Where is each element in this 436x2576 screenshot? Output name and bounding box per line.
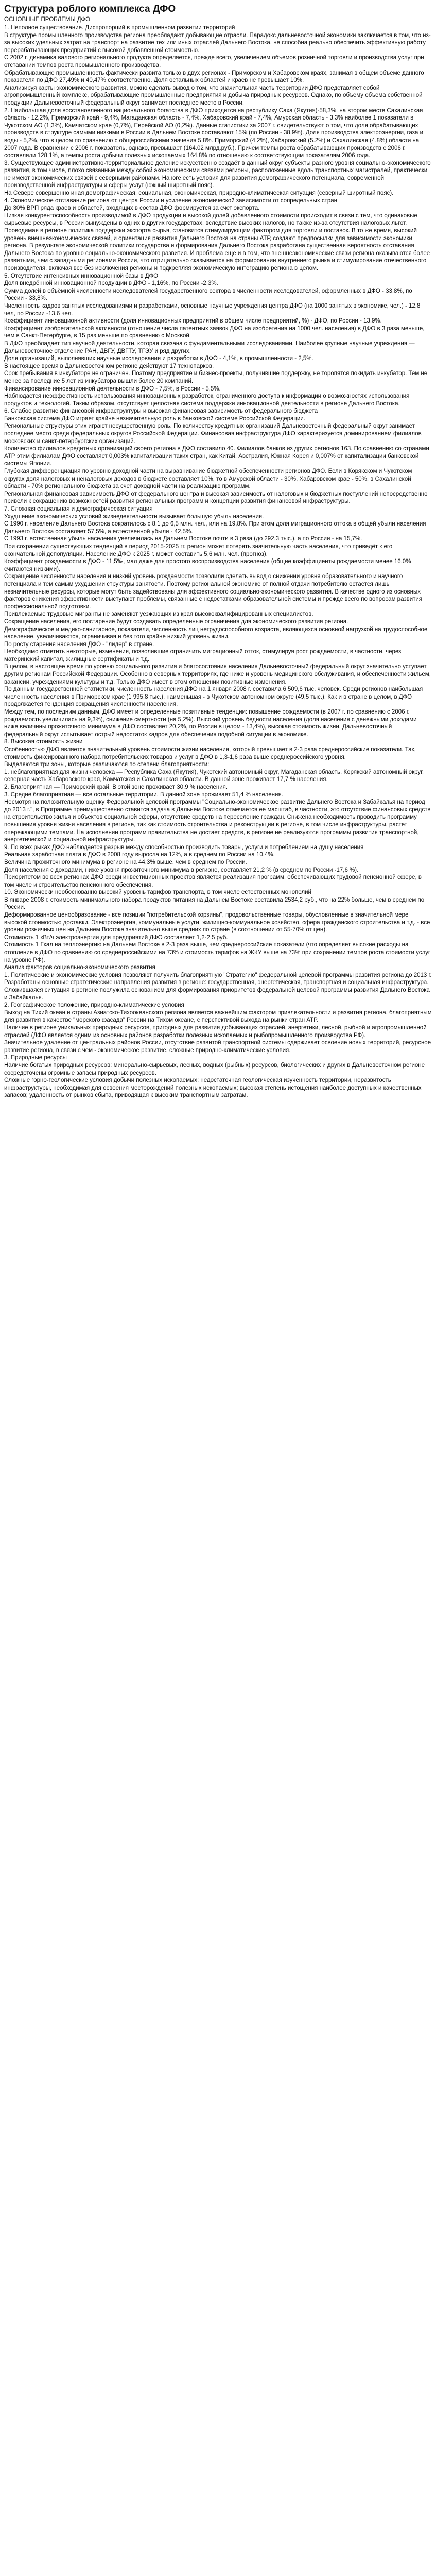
paragraph: 8. Высокая стоимость жизни Особенностью ДФО является значительный уровень стоимости жизни населения, который превышает в 2-3 раза среднероссийские показатели. Так, стоимость фиксированного набора потребительских товаров и услуг в ДФО в 1,3-1,6 раза выше среднероссийского уровня. Выделяются три зоны, которые различаются по степени благоприятности: 1. неблагоприятная для жизни человека — Республика Саха (Якутия), Чукотский автономный округ, Магаданская область, Корякский автономный округ, северная часть Хабаровского края, Камчатская и Сахалинская области. В данной зоне проживает 17,7 % населения. 2. Благоприятная — Приморский край. В этой зоне проживает 30,9 % населения. 3. Средне благоприятная — все остальные территории. В данной зоне проживает 51,4 % населения. xyxy=(4,739,424,798)
paragraph: 7. Сложная социальная и демографическая ситуация Ухудшение экономических условий жизнедеятельности вызывает большую убыль населения. С 1990 г. население Дальнего Востока сократилось с 8,1 до 6,5 млн. чел., или на 19,8%. При этом доля миграционного оттока в общей убыли населения Дальнего Востока составляет 57,5%, а естественной убыли - 42,5%. С 1993 г. естественная убыль населения увеличилась на Дальнем Востоке почти в 3 раза (до 292,3 тыс.), а по России - на 15,7%. При сохранении существующих тенденций в период 2015-2025 гг. регион может потерять значительную часть населения, что приведёт к его окончательной депопуляции. Население ДФО к 2025 г. может составить 5,6 млн. чел. (прогноз). Коэффициент рождаемости в ДФО - 11,5‰, мал даже для простого воспроизводства населения (общие коэффициенты рождаемости менее 16,0% считаются низкими). Сокращение численности населения и низкий уровень рождаемости позволили сделать вывод о снижении уровня образовательного и научного потенциала и тем самым ухудшении структуры занятости. Поэтому региональной экономике от полной отдачи потребителю остается лишь незначительные ресурсы, которые могут быть задействованы для эффективного социально-экономического развития. В качестве одного из основных факторов снижения эффективности выступают проблемы, связанные с недостатками образовательной системы и прежде всего по вопросам развития профессиональной подготовки. Привлекаемые трудовые мигранты не заменяют уезжающих из края высококвалифицированных специалистов. Сокращение населения, его постарение будут создавать определенные ограничения для экономического развития региона. Демографическое и медико-санитарное, показатели, численность лиц нетрудоспособного возраста, являющихся основной нагрузкой на трудоспособное население, увеличиваются, ограничивая и без того крайне низкий уровень жизни. По росту старения населения ДФО - "лидер" в стране. Необходимо отметить некоторые, изменения, позволившие ограничить миграционный отток, стимулируя рост рождаемости, в частности, через материнский капитал, жилищные сертификаты и т.д. В целом, в настоящее время по уровню социального развития и благосостояния населения Дальневосточный федеральный округ значительно уступает другим регионам Российской Федерации. Особенно в северных территориях, где ниже и уровень медицинского обслуживания, и обеспеченности жильем, вакансии, учреждениями культуры и т.д. Только ДФО имеет в этом отношении позитивные изменения. По данным государственной статистики, численность населения ДФО на 1 января 2008 г. составила 6 509,6 тыс. человек. Среди регионов наибольшая численность населения в Приморском крае (1 995,8 тыс.), наименьшая - в Чукотском автономном округе (49,5 тыс.). Как и в стране в целом, в ДФО продолжается тенденция сокращения численности населения. Между тем, по последним данным, ДФО имеет и определенные позитивные тенденции: повышение рождаемости (в 2007 г. по сравнению с 2006 г. рождаемость увеличилась на 9,3%), снижение смертности (на 5,2%). Высокий уровень бедности населения (доля населения с денежными доходами ниже величины прожиточного минимума в ДФО составляет 20,2%, по России в целом - 13,4%), высокая стоимость жизни. Дальневосточный федеральный округ испытывает острый недостаток кадров для обеспечения подобной ситуации в экономике. xyxy=(4,506,431,738)
paragraph: 1. Политические и экономические условия позволяют получить благоприятную "Стратегию" федеральной целевой программы развития региона до 2013 г. Разработаны основные стратегические направления развития в регионе: государственная, энергетическая, транспортная и социальная инфраструктура. Сложившаяся ситуация в регионе послужила основанием для формирования приоритетов федеральной целевой программы развития Дальнего Востока и Забайкалья. xyxy=(4,972,432,1001)
document-title: Структура роблого комплекса ДФО xyxy=(4,4,176,14)
paragraph: 10. Экономически необоснованно высокий уровень тарифов транспорта, в том числе естественных монополий В январе 2008 г. стоимость минимального набора продуктов питания на Дальнем Востоке составила 2534,2 руб., что на 22% больше, чем в среднем по России. Деформированное ценообразование - все позиции "потребительской корзины", продовольственные товары, обусловленные в значительной мере высокой стоимостью доставки. Электроэнергия, коммунальные услуги, жилищно-коммунальное хозяйство, сфера гражданского строительства и т.д. - все уровни розничных цен на Дальнем Востоке значительно выше средних по стране (в соотношении от 55-70% от цен). Стоимость 1 кВт/ч электроэнергии для предприятий ДФО составляет 1,2-2,5 руб. Стоимость 1 Гкал на теплоэнергию на Дальнем Востоке в 2-3 раза выше, чем среднероссийские показатели (что определяет высокие расходы на отопление в ДФО по сравнению со среднероссийскими на 73% и стоимость тарифов на ЖКУ выше на 73% при сохранении темпов роста стоимости услуг на уровне РФ). xyxy=(4,889,431,963)
document xyxy=(0,0,436,1106)
document-subtitle: ОСНОВНЫЕ ПРОБЛЕМЫ ДФО xyxy=(4,16,91,23)
paragraph: Несмотря на положительную оценку Федеральной целевой программы "Социально-экономическое развитие Дальнего Востока и Забайкалья на период до 2013 г.", в Программе преимущественно ставится задача в Дальнем Востоке отмечается ее масштаб, в частности, это отсутствие финансовых средств на строительство жилья и объектов социальной сферы, отсутствие средств на переселение граждан. Снижена необходимость проводить программу повышения уровня жизни населения в регионе, так как стоимость строительства и реконструкции в регионе, в том числе инфраструктуры, растет опережающими темпами. На исполнении программ правительства не достает средств, в регионе не реализуются программы развития транспортной, энергетической и социальной инфраструктуры. xyxy=(4,799,431,843)
paragraph: 2. Наибольшая доля восстановленного национального богатства в ДФО приходится на республику Саха (Якутия)-58,3%, на втором месте Сахалинская область - 12,2%, Приморский край - 9,4%, Магаданская область - 7,4%, Хабаровский край - 7,4%, Амурская область - 3,3% наиболее 1 показатели в Чукотском АО (1,3%), Камчатском крае (0,7%), Еврейской АО (0,2%). Данные статистики за 2007 г. свидетельствуют о том, что доля обрабатывающих производств в структуре самыми низкими в России в Дальнем Востоке составляют 15% (по России - 38,9%). Доля производства электроэнергии, газа и воды - 5,2%, что в целом по сравнению с общероссийскими значения 5,8%. Приморский (4.2%), Хабаровский (5.2%) и Сахалинская (4.8%) области на 2007 года. В сравнении с 2006 г. показатель, однако, превышает (164.02 млрд.руб.). Причем темпы роста обрабатывающих производств с 2006 г. составляли 128,1%, а темпы роста добычи полезных ископаемых 164,8% по отношению к соответствующим показателям 2006 года. xyxy=(4,107,423,159)
paragraph: 9. По всех рыках ДФО наблюдается разрыв между способностью производить товары, услуги и потреблением на душу населения Реальная заработная плата в ДФО в 2008 году выросла на 12%, а в среднем по России на 10,4%. Величина прожиточного минимума в регионе на 44,3% выше, чем в среднем по России. Доля населения с доходами, ниже уровня прожиточного минимума в регионе, составляет 21,2 % (в среднем по России -17,6 %). Приоритетом во всех регионах ДФО среди инвестиционных проектов является реализация программ, обеспечивающих трудовой пенсионной сфере, в том числе и строительство пенсионного обеспечения. xyxy=(4,844,422,888)
paragraph: 6. Слабое развитие финансовой инфраструктуры и высокая финансовая зависимость от федерального бюджета Банковская система ДФО играет крайне незначительную роль в банковской системе Российской Федерации. Региональные структуры этих играют несущественную роль. По количеству кредитных организаций Дальневосточный федеральный округ занимает последнее место среди федеральных округов Российской Федерации. Финансовая инфраструктура ДФО характеризуется доминированием филиалов московских и санкт-петербургских организаций. Количество филиалов кредитных организаций своего региона в ДФО составило 40. Филиалов банков из других регионов 163. По сравнению со странами АТР этим филиалам ДФО составляет 0,003% капитализации таких стран, как Китай, Австралия, Южная Корея и 0,007% от капитализации банковской системы Японии. Глубокая дифференциация по уровню доходной части на выравнивание бюджетной обеспеченности регионов ДФО. Если в Корякском и Чукотском округах доля налоговых и неналоговых доходов в бюджете составляет 10%, то в Амурской области - 30%, Хабаровском крае - 50%, в Сахалинской области - 70% регионального бюджета за счет доходной части на реализацию программ. Региональная финансовая зависимость ДФО от федерального центра и высокая зависимость от налоговых и бюджетных поступлений непосредственно привели к сокращению возможностей развития региональных программ и концепции развития финансовой инфраструктуры. xyxy=(4,408,429,505)
paragraph: 4. Экономическое отставание региона от центра России и усиление экономической зависимости от сопредельных стран До 30% ВРП ряда краев и областей, входящих в состав ДФО формируется за счет экспорта. Низкая конкурентоспособность производимой в ДФО продукции и высокой долей добавленного стоимости происходит в связи с тем, что одинаковые сырьевые ресурсы, в России вынуждены в одних в других государствах, вследствие высоких налогов, но также из-за отсутствия налоговых льгот. Проводимая в регионе политика поддержки экспорта сырья, становится стимулирующим фактором для торговли и поставок. В то же время, высокий уровень внешнеэкономических связей, и ориентация развития Дальнего Востока на страны АТР, создают предпосылки для зависимости экономики региона. В результате экономической политики государства и формирования Дальнего Востока разработана существенная вероятность отставания Дальнего Востока по уровню социально-экономического развития. И проблема еще и в том, что внешнеэкономические связи региона оказываются более развитыми, чем с западными регионами России, что отрицательно сказывается на формировании внутреннего рынка и стимулирование отечественного производителя, включая все без исключения регионы и подкрепляя экономическую интеграцию региона в целом. xyxy=(4,197,430,272)
paragraph: Анализ факторов социально-экономического развития xyxy=(4,964,155,971)
paragraph: 5. Отсутствие интенсивных инновационной базы в ДФО Доля внедрённой инновационной продукции в ДФО - 1,16%, по России -2,3%. Сумма долей в объёмной численности исследователей государственного сектора в численности исследователей, оформленных в ДФО - 33,8%, по России - 33,8%. Численность кадров занятых исследованиями и разработками, основные научные учреждения центра ДФО (на 1000 занятых в экономике, чел.) - 12,8 чел, по России -13,6 чел. Коэффициент инновационной активности (доля инновационных предприятий в общем числе предприятий, %) - ДФО, по России - 13,9%. Коэффициент изобретательской активности (отношение числа патентных заявок ДФО на изобретения на 1000 чел. населения) в ДФО в 3 раза меньше, чем в Санкт-Петербурге, в 15 раз меньше по сравнению с Москвой. В ДФО преобладает тип научной деятельности, которая связана с фундаментальными исследованиями. Наиболее крупные научные учреждения — Дальневосточное отделение РАН, ДВГУ, ДВГТУ, ТГЭУ и ряд других. Доля организаций, выполнявших научные исследования и разработки в ДФО - 4,1%, в промышленности - 2,5%. В настоящее время в Дальневосточном регионе действуют 17 технопарков. Срок пребывания в инкубаторе не ограничен. Поэтому предприятие и бизнес-проекты, получившие поддержку, не торопятся покидать инкубатор. Тем не менее за последние 5 лет из инкубатора вышли более 20 компаний. Финансирование инновационной деятельности в ДФО - 7,5%, в России - 5,5%. Наблюдается неэффективность использования инновационных разработок, ограниченного доступа к информации о возможностях использования продуктов и технологий. Таким образом, отсутствует целостная система поддержки инновационной деятельности в регионе Дальнего Востока. xyxy=(4,273,428,407)
paragraph: 3. Природные ресурсы Наличие богатых природных ресурсов: минерально-сырьевых, лесных, водных (рыбных) ресурсов, биологических и других в Дальневосточном регионе сосредоточены огромные запасы природных ресурсов. Сложные горно-геологические условия добычи полезных ископаемых; недостаточная геологическая изученность территории, неразвитость инфраструктуры, необходимая для освоения месторождений полезных ископаемых; высокая степень истощения наиболее доступных и качественных запасов; удаленность от рынков сбыта, приводящая к высоким транспортным затратам. xyxy=(4,1055,425,1099)
paragraph: 2. Географическое положение, природно-климатические условия Выход на Тихий океан и страны Азиатско-Тихоокеанского региона является важнейшим фактором привлекательности и развития региона, благоприятным для развития в качестве "морского фасада" России на Тихом океане, с перспективой выхода на рынки стран АТР. Наличие в регионе уникальных природных ресурсов, пригодных для развития добывающих отраслей, энергетики, лесной, рыбной и агропромышленной отраслей (ДФО является одним из основных районов разработки полезных ископаемых и рыбопромышленного производства РФ). Значительное удаление от центральных районов России, отсутствие развитой транспортной системы сдерживает освоение новых территорий, ресурсное развитие региона, в связи с чем - экономическое развитие, сложные природно-климатические условия. xyxy=(4,1002,432,1054)
paragraph: В структуре промышленного производства региона преобладают добывающие отрасли. Парадокс дальневосточной экономики заключается в том, что из-за высоких удельных затрат на транспорт на развитие тех или иных отраслей Дальнего Востока, не способна реально обеспечить эффективную работу перерабатывающих предприятий с высокой добавленной стоимостью. С 2002 г. динамика валового регионального продукта определяется, прежде всего, увеличением объемов розничной торговли и производства услуг при отставании темпов роста промышленного производства. Обрабатывающие промышленность фактически развита только в двух регионах - Приморском и Хабаровском краях, занимая в общем объеме данного показателя по ДФО 27,49% и 40,47% соответственно. Доля остальных областей и краев не превышает 10%. Анализируя карты экономического развития, можно сделать вывод о том, что значительная часть территории ДФО представляет собой агропромышленный комплекс, обрабатывающие промышленные предприятия и добыча природных ресурсов. Однако, по объему объема собственной продукции Дальневосточный федеральный округ занимает последнее место в России. xyxy=(4,32,431,106)
paragraph: 1. Неполное существование. Диспропорций в промышленном развитии территорий xyxy=(4,25,235,31)
paragraph: 3. Существующее административно-территориальное деление искусственно создаёт в данный округ субъекты разного уровня социально-экономического развития, в том числе, плохо связанные между собой экономическими связями регионы, расположенные вдоль транспортных магистралей, практически не имеют экономических связей с северными районами. На юге есть условия для развития демографического потенциала, современной производственной инфраструктуры и сферы услуг (южный широтный пояс). На Севере совершенно иная демографическая, социальная, экономическая, природно-климатическая ситуация (северный широтный пояс). xyxy=(4,160,431,197)
